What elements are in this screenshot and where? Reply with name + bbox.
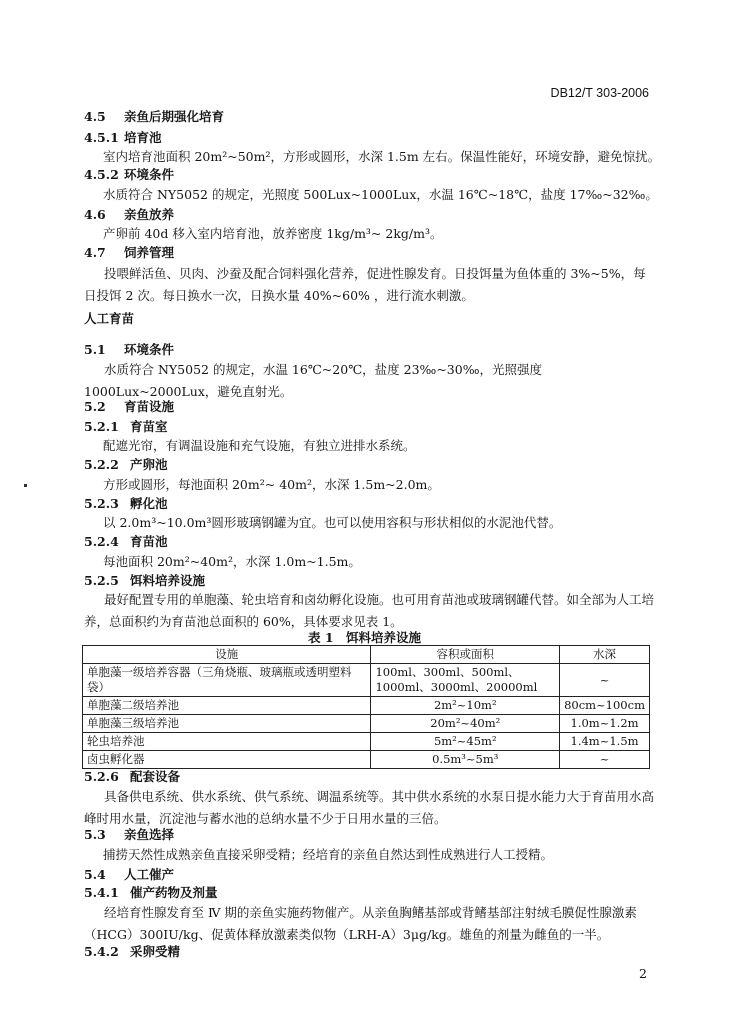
section-number: 5.2 xyxy=(84,399,106,414)
section-5-4-1-heading xyxy=(84,884,218,902)
column-header-depth: 水深 xyxy=(560,646,650,664)
section-title: 孵化池 xyxy=(130,496,168,511)
section-number: 4.5.2 xyxy=(84,167,119,182)
section-4-6-body: 产卵前 40d 移入室内培育池，放养密度 1kg/m³~ 2kg/m³。 xyxy=(103,226,443,241)
section-5-2-3-heading xyxy=(84,495,168,513)
column-header-facility: 设施 xyxy=(83,646,371,664)
section-number: 4.5 xyxy=(84,109,106,124)
section-title: 育苗室 xyxy=(130,419,168,434)
section-number: 5.2.4 xyxy=(84,534,119,549)
cell-depth: 1.4m~1.5m xyxy=(560,733,650,751)
cell-size: 100ml、300ml、500ml、1000ml、3000ml、20000ml xyxy=(371,664,560,697)
section-5-3-body: 捕捞天然性成熟亲鱼直接采卵受精；经培育的亲鱼自然达到性成熟进行人工授精。 xyxy=(103,847,554,862)
cell-facility: 单胞藻一级培养容器（三角烧瓶、玻璃瓶或透明塑料袋） xyxy=(83,664,371,697)
section-title: 亲鱼放养 xyxy=(124,207,175,222)
table-row xyxy=(83,715,650,733)
section-5-2-5-body: 最好配置专用的单胞藻、轮虫培育和卤幼孵化设施。也可用育苗池或玻璃钢罐代替。如全部为人工培养，总面积约为育苗池总面积的 60%，具体要求见表 1。 xyxy=(84,592,655,629)
section-title: 饲养管理 xyxy=(124,245,175,260)
section-5-4-1-body: 经培育性腺发育至 Ⅳ 期的亲鱼实施药物催产。从亲鱼胸鳍基部或背鳍基部注射绒毛膜促性腺激素（HCG）300IU/kg、促黄体释放激素类似物（LRH-A）3μg/kg。雄鱼的剂量为雌鱼的一半。 xyxy=(84,905,637,942)
section-number: 4.5.1 xyxy=(84,130,119,145)
section-title: 环境条件 xyxy=(124,342,175,357)
section-5-heading: 人工育苗 xyxy=(84,311,135,326)
section-5-2-6-body: 具备供电系统、供水系统、供气系统、调温系统等。其中供水系统的水泵日提水能力大于育苗用水高峰时用水量，沉淀池与蓄水池的总纳水量不少于日用水量的三倍。 xyxy=(84,789,655,826)
section-number: 5.4.1 xyxy=(84,885,119,900)
section-5-2-3-body: 以 2.0m³~10.0m³圆形玻璃钢罐为宜。也可以使用容积与形状相似的水泥池代替。 xyxy=(103,515,562,530)
section-5-2-4-body: 每池面积 20m²~40m²，水深 1.0m~1.5m。 xyxy=(103,554,361,569)
column-header-size: 容积或面积 xyxy=(371,646,560,664)
section-5-2-2-heading xyxy=(84,456,168,474)
cell-depth: 80cm~100cm xyxy=(560,697,650,715)
scan-dot xyxy=(24,484,27,487)
section-5-3-heading xyxy=(84,826,174,844)
section-5-1-body: 水质符合 NY5052 的规定，水温 16℃~20℃，盐度 23‰~30‰，光照强度 1000Lux~2000Lux，避免直射光。 xyxy=(84,362,542,399)
section-title: 配套设备 xyxy=(130,769,181,784)
section-title: 亲鱼后期强化培育 xyxy=(124,109,225,124)
section-number: 5.4.2 xyxy=(84,944,119,959)
table-row xyxy=(83,697,650,715)
section-title: 环境条件 xyxy=(124,167,175,182)
section-5-4-heading xyxy=(84,866,174,884)
cell-depth: ~ xyxy=(560,664,650,697)
section-title: 育苗池 xyxy=(130,534,168,549)
section-5-1-heading xyxy=(84,341,174,359)
section-4-7-heading xyxy=(84,244,174,262)
cell-facility: 单胞藻二级培养池 xyxy=(83,697,371,715)
section-title: 催产药物及剂量 xyxy=(130,885,218,900)
section-title: 培育池 xyxy=(124,130,162,145)
section-title: 产卵池 xyxy=(130,457,168,472)
section-number: 5.2.3 xyxy=(84,496,119,511)
section-5-2-1-heading xyxy=(84,418,168,436)
section-4-5-2-heading xyxy=(84,166,174,184)
section-number: 5.2.5 xyxy=(84,573,119,588)
cell-size: 0.5m³~5m³ xyxy=(371,751,560,769)
document-code: DB12/T 303-2006 xyxy=(550,86,649,100)
cell-size: 5m²~45m² xyxy=(371,733,560,751)
table-row xyxy=(83,733,650,751)
section-4-5-heading xyxy=(84,108,224,126)
section-number: 5.4 xyxy=(84,867,106,882)
cell-facility: 单胞藻三级培养池 xyxy=(83,715,371,733)
section-number: 4.6 xyxy=(84,207,106,222)
cell-facility: 轮虫培养池 xyxy=(83,733,371,751)
page-number: 2 xyxy=(639,966,647,981)
section-title: 亲鱼选择 xyxy=(124,827,175,842)
section-number: 5.2.6 xyxy=(84,769,119,784)
section-4-6-heading xyxy=(84,206,174,224)
cell-depth: ~ xyxy=(560,751,650,769)
section-title: 采卵受精 xyxy=(130,944,181,959)
section-5-4-2-heading xyxy=(84,943,180,961)
feed-culture-facilities-table xyxy=(82,645,650,769)
section-5-2-1-body: 配遮光帘，有调温设施和充气设施，有独立进排水系统。 xyxy=(103,438,416,453)
section-4-5-1-body: 室内培育池面积 20m²~50m²，方形或圆形，水深 1.5m 左右。保温性能好，环境安静，避免惊扰。 xyxy=(103,149,661,164)
cell-depth: 1.0m~1.2m xyxy=(560,715,650,733)
table-row xyxy=(83,664,650,697)
section-number: 5.2.2 xyxy=(84,457,119,472)
section-number: 5.3 xyxy=(84,827,106,842)
section-number: 5.1 xyxy=(84,342,106,357)
section-4-5-1-heading xyxy=(84,129,162,147)
section-number: 4.7 xyxy=(84,245,106,260)
table-1-title: 表 1 饵料培养设施 xyxy=(307,630,422,645)
section-5-2-heading xyxy=(84,398,174,416)
section-number: 5.2.1 xyxy=(84,419,119,434)
section-title: 饵料培养设施 xyxy=(130,573,206,588)
table-row xyxy=(83,751,650,769)
section-5-2-4-heading xyxy=(84,533,168,551)
cell-size: 2m²~10m² xyxy=(371,697,560,715)
section-5-2-2-body: 方形或圆形，每池面积 20m²~ 40m²，水深 1.5m~2.0m。 xyxy=(103,477,440,492)
table-header-row xyxy=(83,646,650,664)
section-5-2-5-heading xyxy=(84,572,205,590)
section-title: 人工催产 xyxy=(124,867,175,882)
section-4-5-2-body: 水质符合 NY5052 的规定，光照度 500Lux~1000Lux，水温 16℃~18℃，盐度 17‰~32‰。 xyxy=(103,187,658,202)
section-4-7-body: 投喂鲜活鱼、贝肉、沙蚕及配合饲料强化营养，促进性腺发育。日投饵量为鱼体重的 3%~5%，每日投饵 2 次。每日换水一次，日换水量 40%~60% ，进行流水刺激。 xyxy=(84,266,646,303)
section-5-2-6-heading xyxy=(84,768,180,786)
cell-facility: 卤虫孵化器 xyxy=(83,751,371,769)
section-title: 育苗设施 xyxy=(124,399,175,414)
cell-size: 20m²~40m² xyxy=(371,715,560,733)
